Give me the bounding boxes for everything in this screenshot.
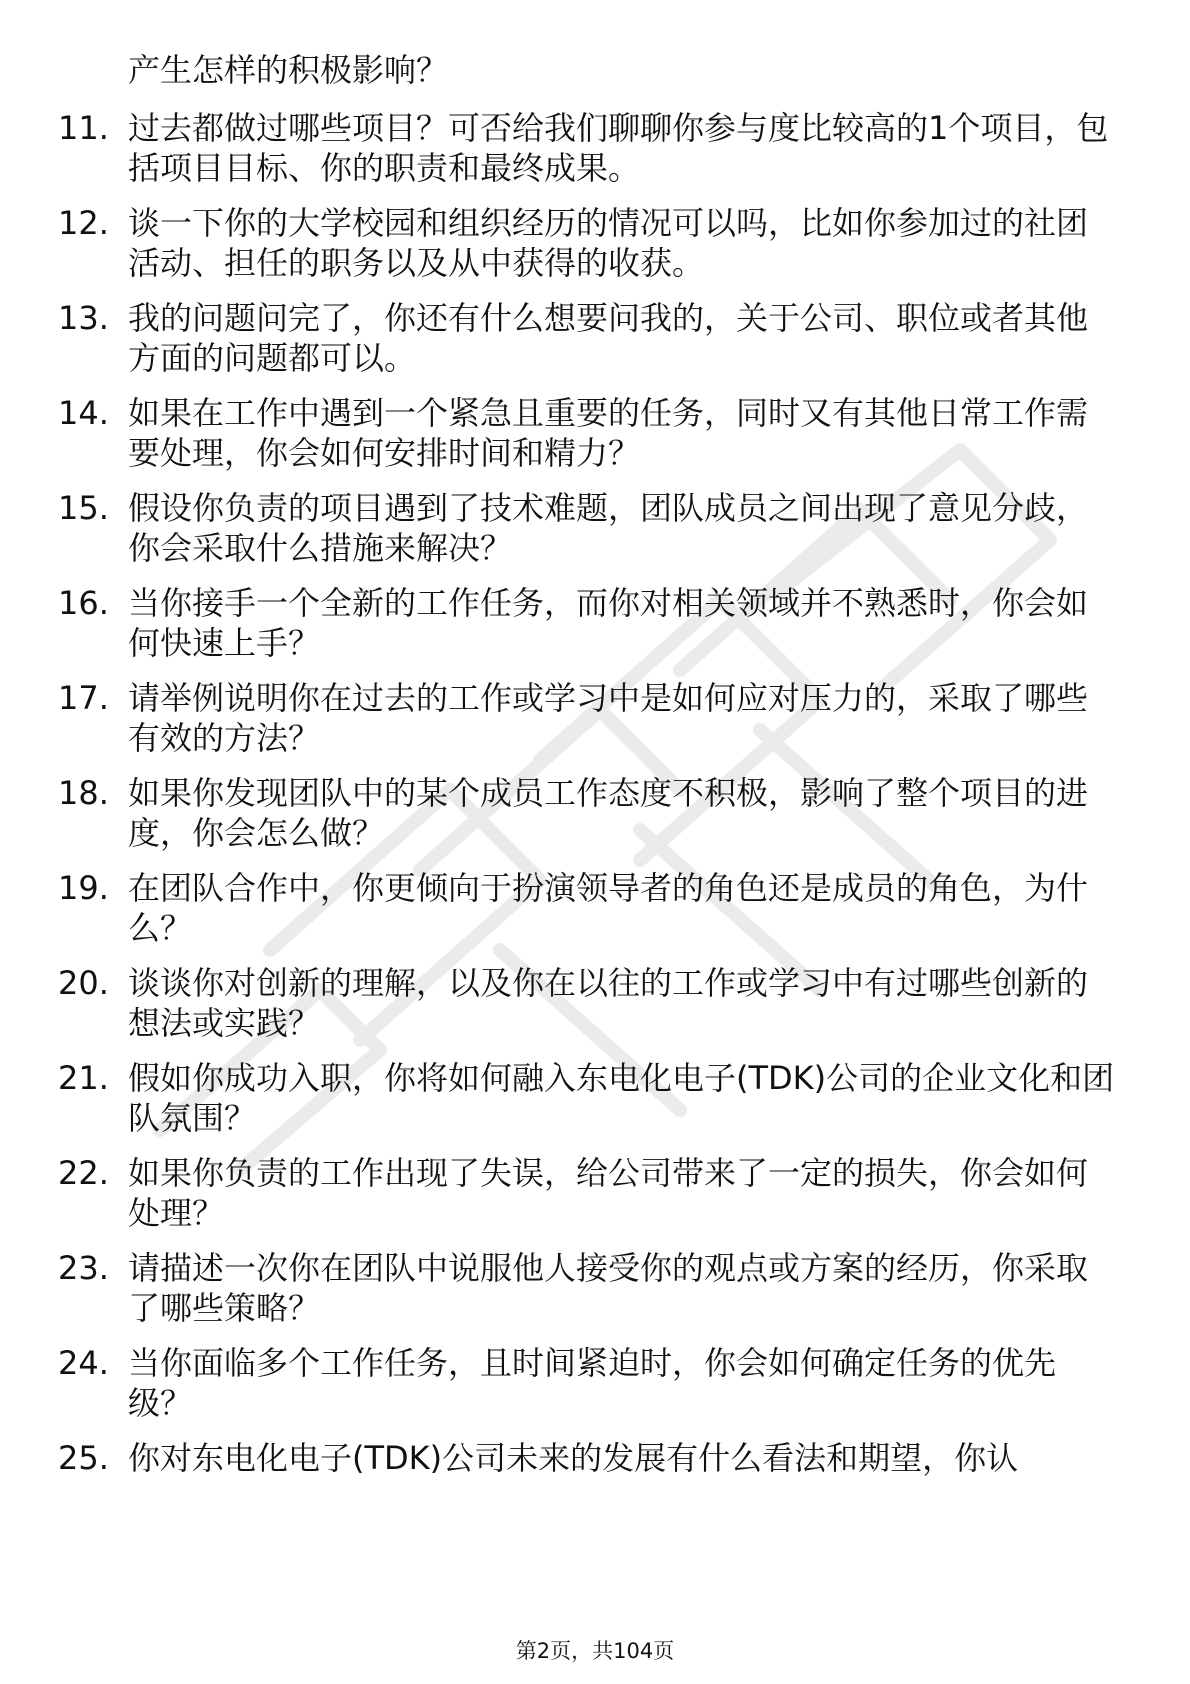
question-text: 如果你发现团队中的某个成员工作态度不积极，影响了整个项目的进度，你会怎么做？: [128, 774, 1089, 852]
question-text: 过去都做过哪些项目？可否给我们聊聊你参与度比较高的1个项目，包括项目目标、你的职责和最终成果。: [128, 109, 1109, 187]
question-text: 当你面临多个工作任务，且时间紧迫时，你会如何确定任务的优先级？: [128, 1344, 1057, 1422]
question-text: 我的问题问完了，你还有什么想要问我的，关于公司、职位或者其他方面的问题都可以。: [128, 299, 1089, 377]
question-number: 19.: [58, 869, 109, 907]
question-text: 你对东电化电子(TDK)公司未来的发展有什么看法和期望，你认: [128, 1439, 1019, 1477]
question-text: 如果你负责的工作出现了失误，给公司带来了一定的损失，你会如何处理？: [128, 1154, 1089, 1232]
question-number: 21.: [58, 1059, 109, 1097]
page-footer: [0, 1637, 1190, 1665]
question-number: 15.: [58, 489, 109, 527]
question-number: 24.: [58, 1344, 109, 1382]
question-text: 请举例说明你在过去的工作或学习中是如何应对压力的，采取了哪些有效的方法？: [128, 679, 1089, 757]
question-number: 18.: [58, 774, 109, 812]
question-text: 当你接手一个全新的工作任务，而你对相关领域并不熟悉时，你会如何快速上手？: [128, 584, 1089, 662]
question-number: 13.: [58, 299, 109, 337]
question-number: 20.: [58, 964, 109, 1002]
question-text: 假设你负责的项目遇到了技术难题，团队成员之间出现了意见分歧，你会采取什么措施来解决？: [128, 489, 1089, 567]
continuation-text: 产生怎样的积极影响？: [128, 51, 449, 89]
question-text: 请描述一次你在团队中说服他人接受你的观点或方案的经历，你采取了哪些策略？: [128, 1249, 1089, 1327]
question-text: 在团队合作中，你更倾向于扮演领导者的角色还是成员的角色，为什么？: [128, 869, 1089, 947]
question-text: 谈一下你的大学校园和组织经历的情况可以吗，比如你参加过的社团活动、担任的职务以及从中获得的收获。: [128, 204, 1089, 282]
question-text: 假如你成功入职，你将如何融入东电化电子(TDK)公司的企业文化和团队氛围？: [128, 1059, 1115, 1137]
question-text: 如果在工作中遇到一个紧急且重要的任务，同时又有其他日常工作需要处理，你会如何安排时间和精力？: [128, 394, 1089, 472]
question-number: 25.: [58, 1439, 109, 1477]
question-number: 22.: [58, 1154, 109, 1192]
question-number: 14.: [58, 394, 109, 432]
question-number: 16.: [58, 584, 109, 622]
question-text: 谈谈你对创新的理解，以及你在以往的工作或学习中有过哪些创新的想法或实践？: [128, 964, 1089, 1042]
page-number-label: 第2页，共104页: [515, 1639, 675, 1663]
question-number: 23.: [58, 1249, 109, 1287]
question-number: 17.: [58, 679, 109, 717]
question-number: 12.: [58, 204, 109, 242]
question-number: 11.: [58, 109, 109, 147]
